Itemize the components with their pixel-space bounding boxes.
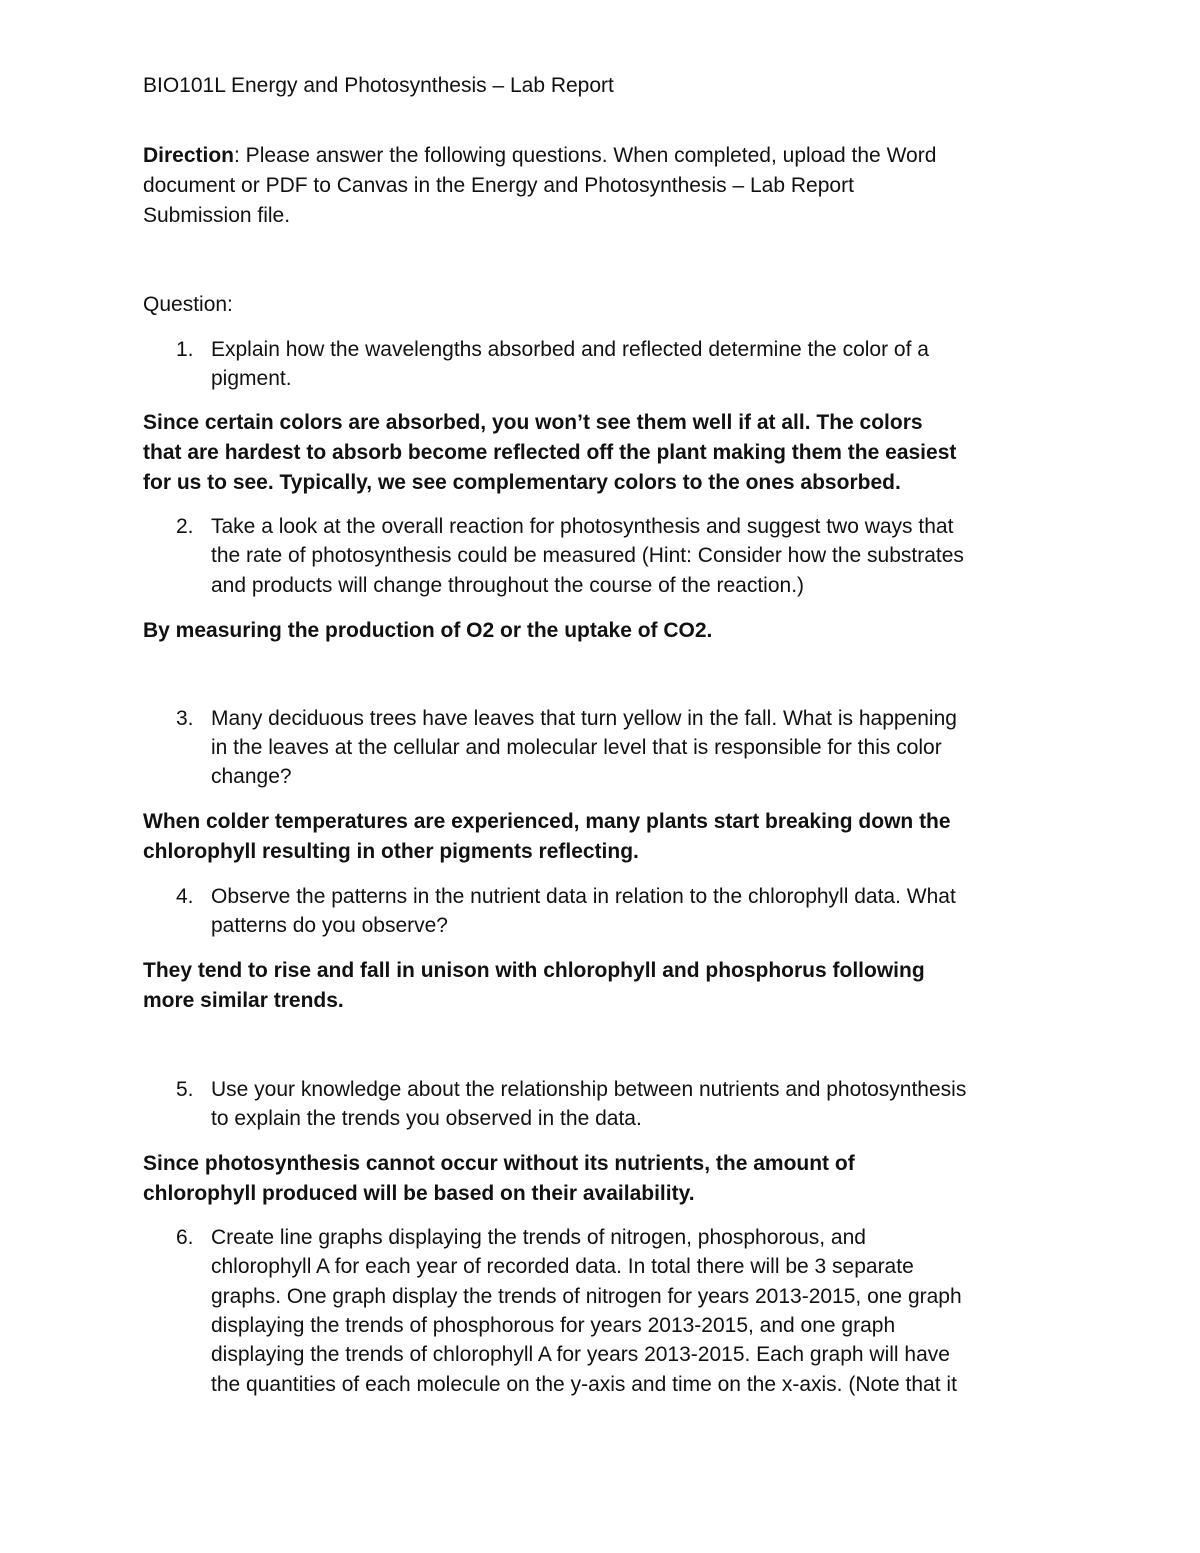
question-6-number: 6. — [176, 1226, 194, 1249]
direction-label: Direction — [143, 144, 235, 167]
answer-5-line-1: Since photosynthesis cannot occur without its nutrients, the amount of — [143, 1152, 855, 1175]
answer-2-line-1: By measuring the production of O2 or the uptake of CO2. — [143, 619, 713, 642]
question-4-line-1: Observe the patterns in the nutrient data in relation to the chlorophyll data. What — [211, 885, 956, 908]
answer-1-line-1: Since certain colors are absorbed, you won’t see them well if at all. The colors — [143, 411, 923, 434]
question-6-line-3: graphs. One graph display the trends of nitrogen for years 2013-2015, one graph — [211, 1285, 962, 1308]
answer-4-line-2: more similar trends. — [143, 989, 344, 1012]
question-6-line-4: displaying the trends of phosphorous for years 2013-2015, and one graph — [211, 1314, 896, 1337]
question-6-line-5: displaying the trends of chlorophyll A for years 2013-2015. Each graph will have — [211, 1343, 950, 1366]
answer-5-line-2: chlorophyll produced will be based on their availability. — [143, 1182, 695, 1205]
document-title: BIO101L Energy and Photosynthesis – Lab Report — [143, 74, 614, 97]
direction-line-2: document or PDF to Canvas in the Energy and Photosynthesis – Lab Report — [143, 174, 854, 197]
answer-3-line-1: When colder temperatures are experienced, many plants start breaking down the — [143, 810, 951, 833]
question-2-line-2: the rate of photosynthesis could be measured (Hint: Consider how the substrates — [211, 544, 964, 567]
direction-text-1: : Please answer the following questions. When completed, upload the Word — [234, 144, 937, 167]
question-6-line-2: chlorophyll A for each year of recorded data. In total there will be 3 separate — [211, 1255, 914, 1278]
question-4-number: 4. — [176, 885, 194, 908]
question-2-line-1: Take a look at the overall reaction for photosynthesis and suggest two ways that — [211, 515, 954, 538]
question-3-line-3: change? — [211, 765, 292, 788]
question-3-number: 3. — [176, 707, 194, 730]
question-3-line-1: Many deciduous trees have leaves that turn yellow in the fall. What is happening — [211, 707, 957, 730]
question-4-line-2: patterns do you observe? — [211, 914, 448, 937]
question-2-number: 2. — [176, 515, 194, 538]
answer-1-line-3: for us to see. Typically, we see complementary colors to the ones absorbed. — [143, 471, 901, 494]
answer-3-line-2: chlorophyll resulting in other pigments reflecting. — [143, 840, 639, 863]
question-5-number: 5. — [176, 1078, 194, 1101]
question-2-line-3: and products will change throughout the course of the reaction.) — [211, 574, 805, 597]
question-5-line-2: to explain the trends you observed in the data. — [211, 1107, 642, 1130]
answer-1-line-2: that are hardest to absorb become reflected off the plant making them the easiest — [143, 441, 957, 464]
question-heading: Question: — [143, 293, 233, 316]
question-1-number: 1. — [176, 338, 194, 361]
question-6-line-6: the quantities of each molecule on the y-axis and time on the x-axis. (Note that it — [211, 1373, 957, 1396]
question-3-line-2: in the leaves at the cellular and molecular level that is responsible for this color — [211, 736, 942, 759]
answer-4-line-1: They tend to rise and fall in unison with chlorophyll and phosphorus following — [143, 959, 925, 982]
question-5-line-1: Use your knowledge about the relationship between nutrients and photosynthesis — [211, 1078, 967, 1101]
question-1-line-1: Explain how the wavelengths absorbed and reflected determine the color of a — [211, 338, 929, 361]
question-6-line-1: Create line graphs displaying the trends of nitrogen, phosphorous, and — [211, 1226, 866, 1249]
direction-line-3: Submission file. — [143, 204, 291, 227]
question-1-line-2: pigment. — [211, 367, 292, 390]
direction-line-1 — [143, 141, 936, 171]
